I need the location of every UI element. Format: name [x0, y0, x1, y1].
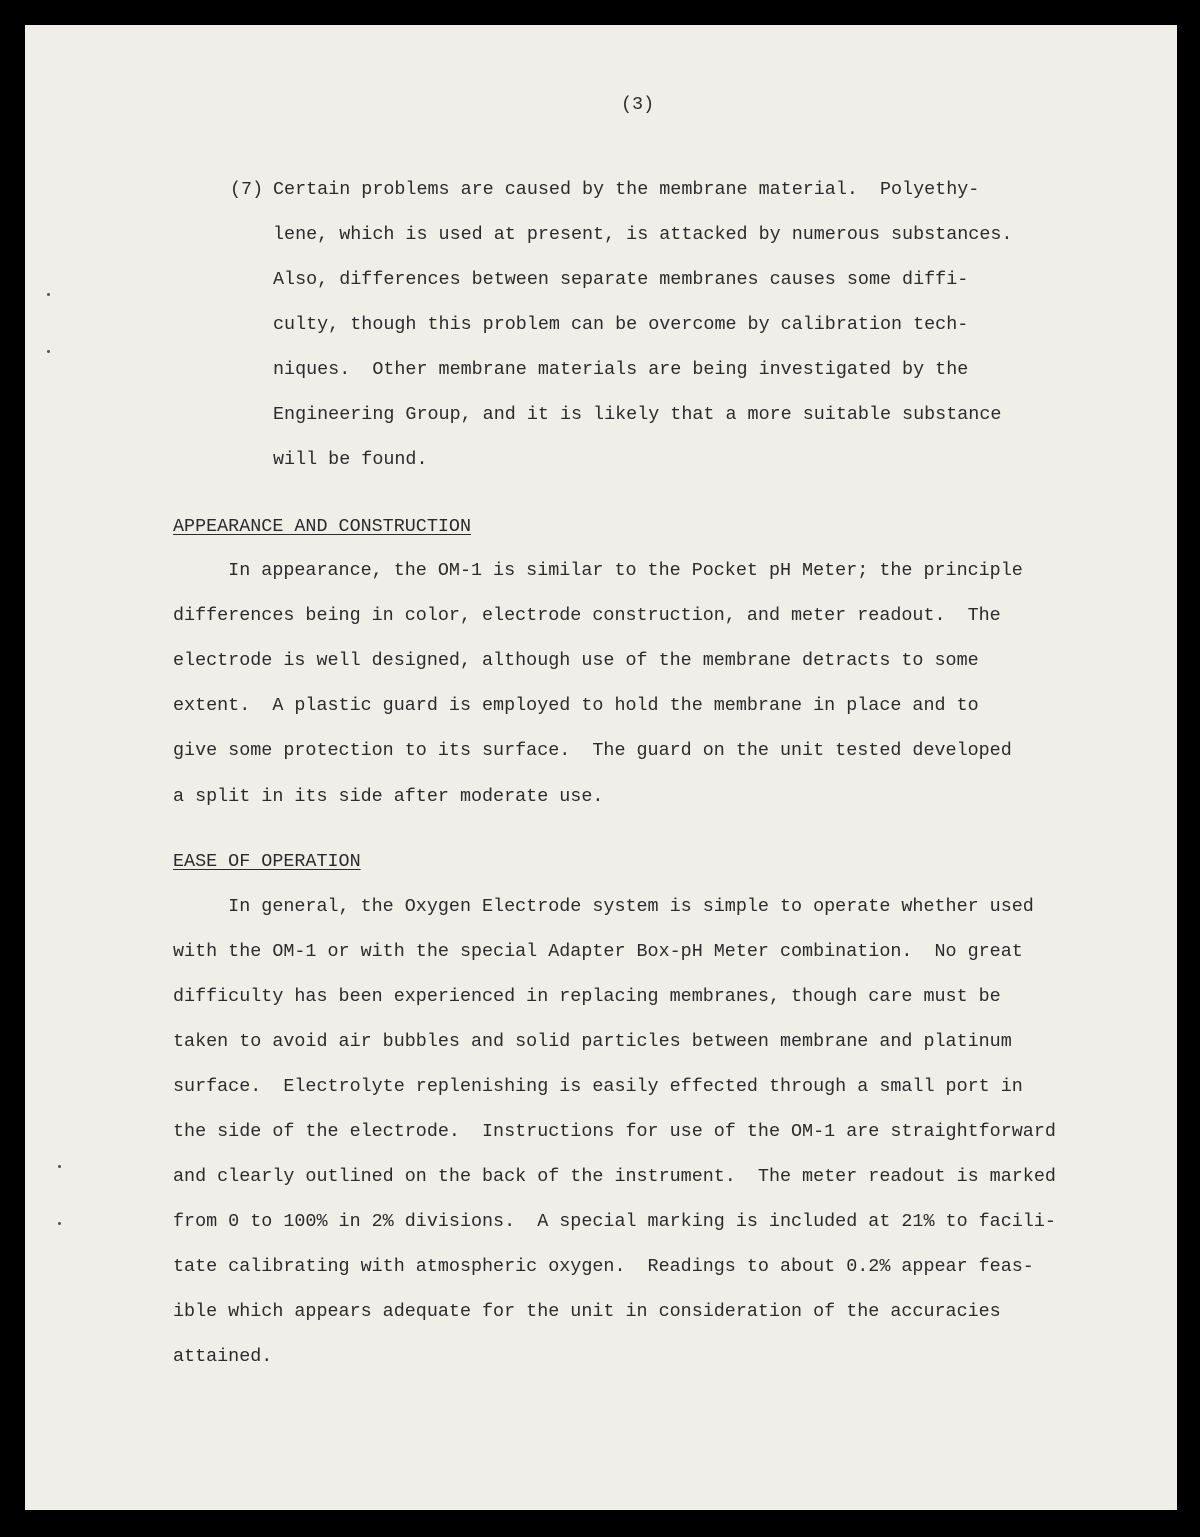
- speck: [58, 1222, 61, 1225]
- text-line: Also, differences between separate membranes causes some diffi-: [273, 269, 969, 290]
- text-line: differences being in color, electrode construction, and meter readout. The: [173, 605, 1001, 626]
- text-line: tate calibrating with atmospheric oxygen. Readings to about 0.2% appear feas-: [173, 1256, 1034, 1277]
- text-line: give some protection to its surface. The guard on the unit tested developed: [173, 740, 1012, 761]
- section-heading: EASE OF OPERATION: [173, 851, 361, 872]
- text-line: ible which appears adequate for the unit in consideration of the accuracies: [173, 1301, 1001, 1322]
- text-line: from 0 to 100% in 2% divisions. A special marking is included at 21% to facili-: [173, 1211, 1056, 1232]
- document-page: [25, 25, 1177, 1510]
- text-line: niques. Other membrane materials are being investigated by the: [273, 359, 969, 380]
- speck: [47, 350, 50, 353]
- text-line: Certain problems are caused by the membrane material. Polyethy-: [273, 179, 980, 200]
- text-line: will be found.: [273, 449, 428, 470]
- speck: [47, 293, 50, 296]
- text-line: In general, the Oxygen Electrode system is simple to operate whether used: [173, 896, 1034, 917]
- section-heading: APPEARANCE AND CONSTRUCTION: [173, 516, 471, 537]
- text-line: In appearance, the OM-1 is similar to the Pocket pH Meter; the principle: [173, 560, 1023, 581]
- item-marker: (7): [230, 179, 264, 200]
- text-line: culty, though this problem can be overcome by calibration tech-: [273, 314, 969, 335]
- text-line: the side of the electrode. Instructions for use of the OM-1 are straightforward: [173, 1121, 1056, 1142]
- page-number: (3): [621, 94, 655, 115]
- text-line: with the OM-1 or with the special Adapter Box-pH Meter combination. No great: [173, 941, 1023, 962]
- text-line: extent. A plastic guard is employed to hold the membrane in place and to: [173, 695, 979, 716]
- speck: [58, 1165, 61, 1168]
- text-line: Engineering Group, and it is likely that a more suitable substance: [273, 404, 1002, 425]
- text-line: attained.: [173, 1346, 273, 1367]
- text-line: taken to avoid air bubbles and solid particles between membrane and platinum: [173, 1031, 1012, 1052]
- text-line: electrode is well designed, although use of the membrane detracts to some: [173, 650, 979, 671]
- text-line: lene, which is used at present, is attacked by numerous substances.: [273, 224, 1013, 245]
- text-line: surface. Electrolyte replenishing is easily effected through a small port in: [173, 1076, 1023, 1097]
- text-line: difficulty has been experienced in replacing membranes, though care must be: [173, 986, 1001, 1007]
- text-line: and clearly outlined on the back of the instrument. The meter readout is marked: [173, 1166, 1056, 1187]
- text-line: a split in its side after moderate use.: [173, 786, 604, 807]
